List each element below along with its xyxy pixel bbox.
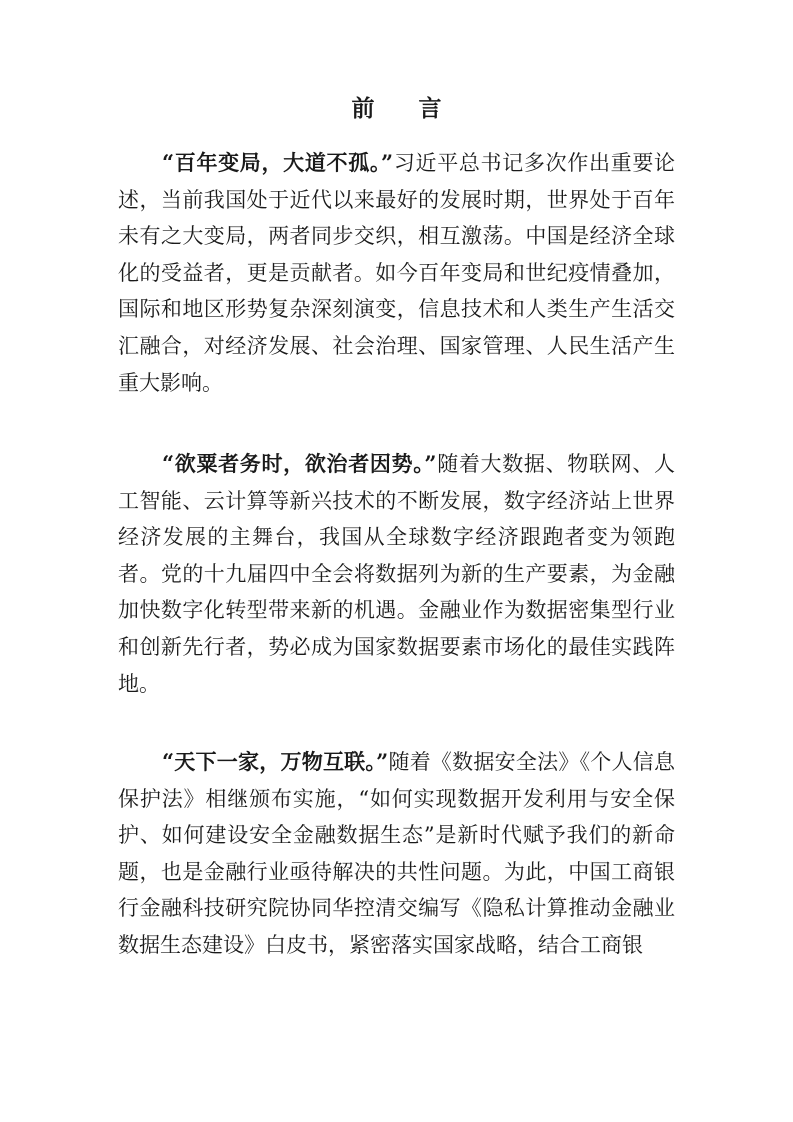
paragraph — [118, 744, 675, 964]
paragraph — [118, 145, 675, 401]
paragraph-body: 习近平总书记多次作出重要论述，当前我国处于近代以来最好的发展时期，世界处于百年未有之大变局，两者同步交织，相互激荡。中国是经济全球化的受益者，更是贡献者。如今百年变局和世纪疫情叠加，国际和地区形势复杂深刻演变，信息技术和人类生产生活交汇融合，对经济发展、社会治理、国家管理、人民生活产生重大影响。 — [118, 151, 675, 395]
page-title: 前 言 — [351, 95, 460, 122]
paragraph — [118, 446, 675, 702]
paragraph-lead-quote: “欲粟者务时，欲治者因势。” — [162, 451, 437, 476]
paragraph-lead-quote: “百年变局，大道不孤。” — [162, 150, 394, 175]
paragraph-body: 随着大数据、物联网、人工智能、云计算等新兴技术的不断发展，数字经济站上世界经济发展的主舞台，我国从全球数字经济跟跑者变为领跑者。党的十九届四中全会将数据列为新的生产要素，为金融加快数字化转型带来新的机遇。金融业作为数据密集型行业和创新先行者，势必成为国家数据要素市场化的最佳实践阵地。 — [118, 452, 675, 696]
paragraph-lead-quote: “天下一家，万物互联。” — [162, 749, 389, 774]
paragraph-body: 随着《数据安全法》《个人信息保护法》相继颁布实施，“如何实现数据开发利用与安全保护、如何建设安全金融数据生态”是新时代赋予我们的新命题，也是金融行业亟待解决的共性问题。为此，中国工商银行金融科技研究院协同华控清交编写《隐私计算推动金融业数据生态建设》白皮书，紧密落实国家战略，结合工商银 — [118, 750, 675, 957]
